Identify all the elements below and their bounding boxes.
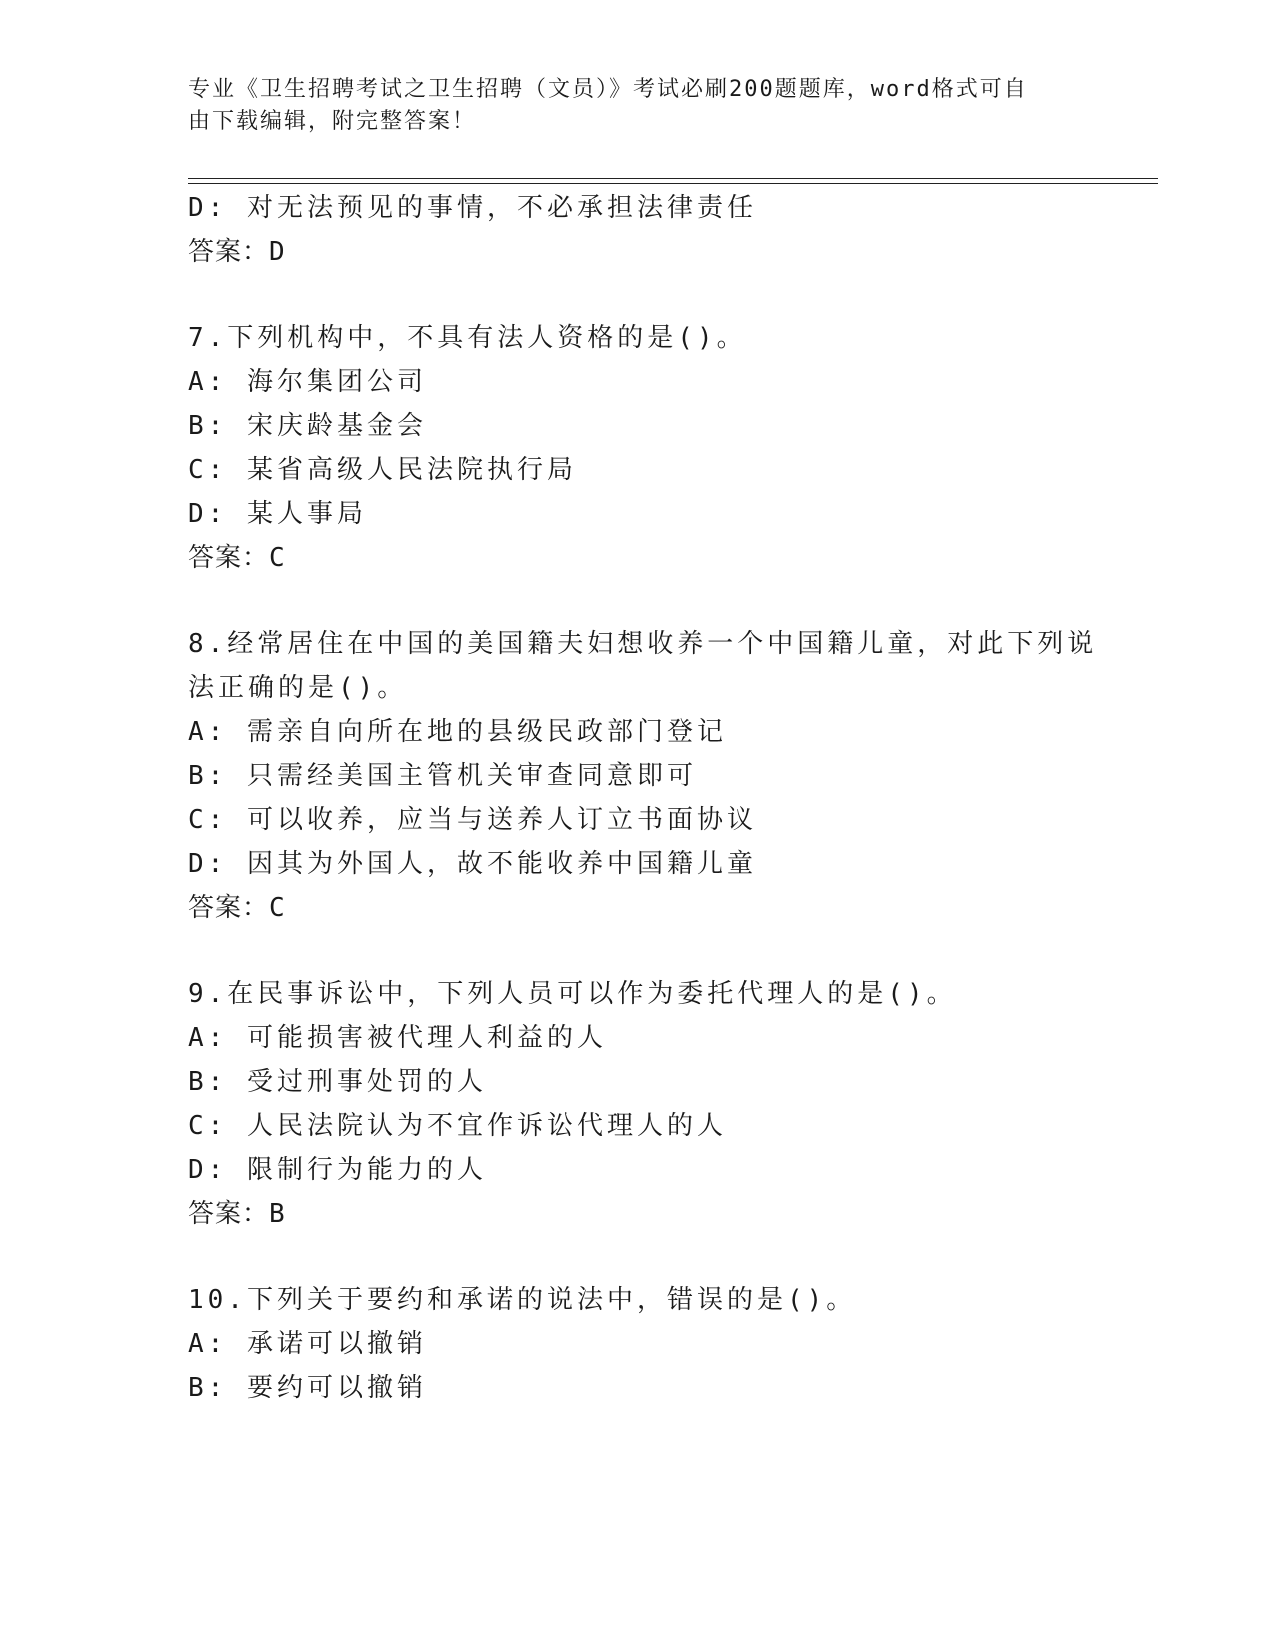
option-b: B: 宋庆龄基金会 (188, 411, 427, 441)
option-b: B: 只需经美国主管机关审查同意即可 (188, 761, 697, 791)
answer-line: 答案：C (188, 543, 286, 573)
option-a: A: 需亲自向所在地的县级民政部门登记 (188, 717, 727, 747)
option-b: B: 要约可以撤销 (188, 1373, 427, 1403)
answer-line: 答案：C (188, 893, 286, 923)
document-header (188, 74, 1068, 138)
option-d: D: 限制行为能力的人 (188, 1155, 487, 1185)
answer-line: 答案：D (188, 237, 286, 267)
question-stem-continued: 法正确的是()。 (188, 673, 408, 703)
header-line-1: 专业《卫生招聘考试之卫生招聘（文员）》考试必刷200题题库，word格式可自 (188, 77, 1028, 102)
header-divider-bottom (188, 183, 1158, 184)
option-a: A: 可能损害被代理人利益的人 (188, 1023, 607, 1053)
question-stem: 8.经常居住在中国的美国籍夫妇想收养一个中国籍儿童，对此下列说 (188, 629, 1098, 659)
option-a: A: 海尔集团公司 (188, 367, 427, 397)
question-stem: 9.在民事诉讼中，下列人员可以作为委托代理人的是()。 (188, 979, 957, 1009)
header-line-2: 由下载编辑，附完整答案！ (188, 109, 477, 134)
option-c: C: 可以收养，应当与送养人订立书面协议 (188, 805, 757, 835)
option-d: D: 对无法预见的事情，不必承担法律责任 (188, 193, 757, 223)
option-c: C: 人民法院认为不宜作诉讼代理人的人 (188, 1111, 727, 1141)
option-d: D: 因其为外国人，故不能收养中国籍儿童 (188, 849, 757, 879)
question-stem: 10.下列关于要约和承诺的说法中，错误的是()。 (188, 1285, 857, 1315)
option-b: B: 受过刑事处罚的人 (188, 1067, 487, 1097)
header-divider-top (188, 178, 1158, 179)
question-stem: 7.下列机构中，不具有法人资格的是()。 (188, 323, 747, 353)
option-c: C: 某省高级人民法院执行局 (188, 455, 577, 485)
option-a: A: 承诺可以撤销 (188, 1329, 427, 1359)
answer-line: 答案：B (188, 1199, 286, 1229)
option-d: D: 某人事局 (188, 499, 367, 529)
